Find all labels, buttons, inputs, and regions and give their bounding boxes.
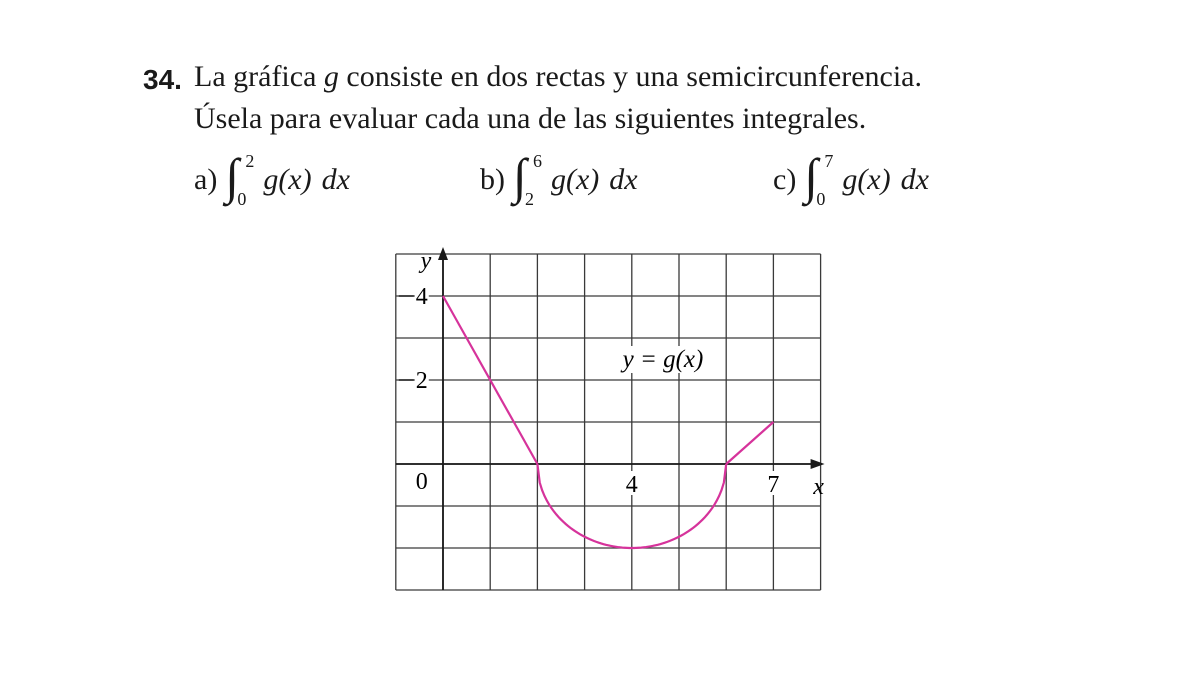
part-b [480, 150, 638, 210]
integral-sign: ∫ 6 2 [513, 148, 542, 209]
integrand-function: g(x) [842, 163, 891, 196]
integrand [263, 163, 350, 197]
integrand-function: g(x) [263, 163, 312, 196]
statement-text-end: consiste en dos rectas y una semicircunferencia. [338, 60, 923, 93]
part-label: c) [773, 163, 797, 196]
tick-labels [415, 248, 824, 500]
y-axis-label: y [420, 248, 432, 274]
integrand-function: g(x) [551, 163, 600, 196]
problem-statement-line-1 [194, 60, 922, 94]
problem-number: 34. [143, 64, 182, 95]
upper-limit: 2 [245, 151, 255, 171]
upper-limit: 7 [824, 151, 834, 171]
function-graph [380, 244, 840, 604]
part-label: b) [480, 163, 505, 196]
grid [396, 254, 821, 590]
y-tick-label: 4 [415, 284, 428, 310]
upper-limit: 6 [533, 151, 542, 171]
y-tick-label: 2 [415, 368, 428, 394]
lower-limit: 0 [816, 189, 826, 209]
x-tick-label: 7 [767, 472, 780, 498]
function-name: g [323, 60, 339, 93]
lower-limit: 0 [237, 189, 247, 209]
x-axis-label: x [813, 474, 824, 500]
integral-sign: ∫ 7 0 [804, 148, 834, 209]
lower-limit: 2 [525, 189, 534, 209]
curve-label: y = g(x) [622, 346, 704, 373]
x-axis-arrow [811, 459, 825, 469]
part-label: a) [194, 163, 218, 196]
part-c [773, 150, 929, 210]
integrand-differential: dx [900, 163, 929, 196]
axes [396, 247, 825, 590]
integral-sign: ∫ 2 0 [225, 148, 255, 209]
origin-label: 0 [415, 469, 428, 495]
integrand [551, 163, 638, 197]
curve-line-segment [726, 422, 773, 464]
problem-statement-line-2: Úsela para evaluar cada una de las siguientes integrales. [194, 102, 867, 135]
x-tick-label: 4 [625, 472, 638, 498]
statement-text-start: La gráfica [194, 60, 324, 93]
part-a [194, 150, 350, 210]
integrand-differential: dx [609, 163, 638, 196]
integrand [842, 163, 929, 197]
integrand-differential: dx [321, 163, 350, 196]
